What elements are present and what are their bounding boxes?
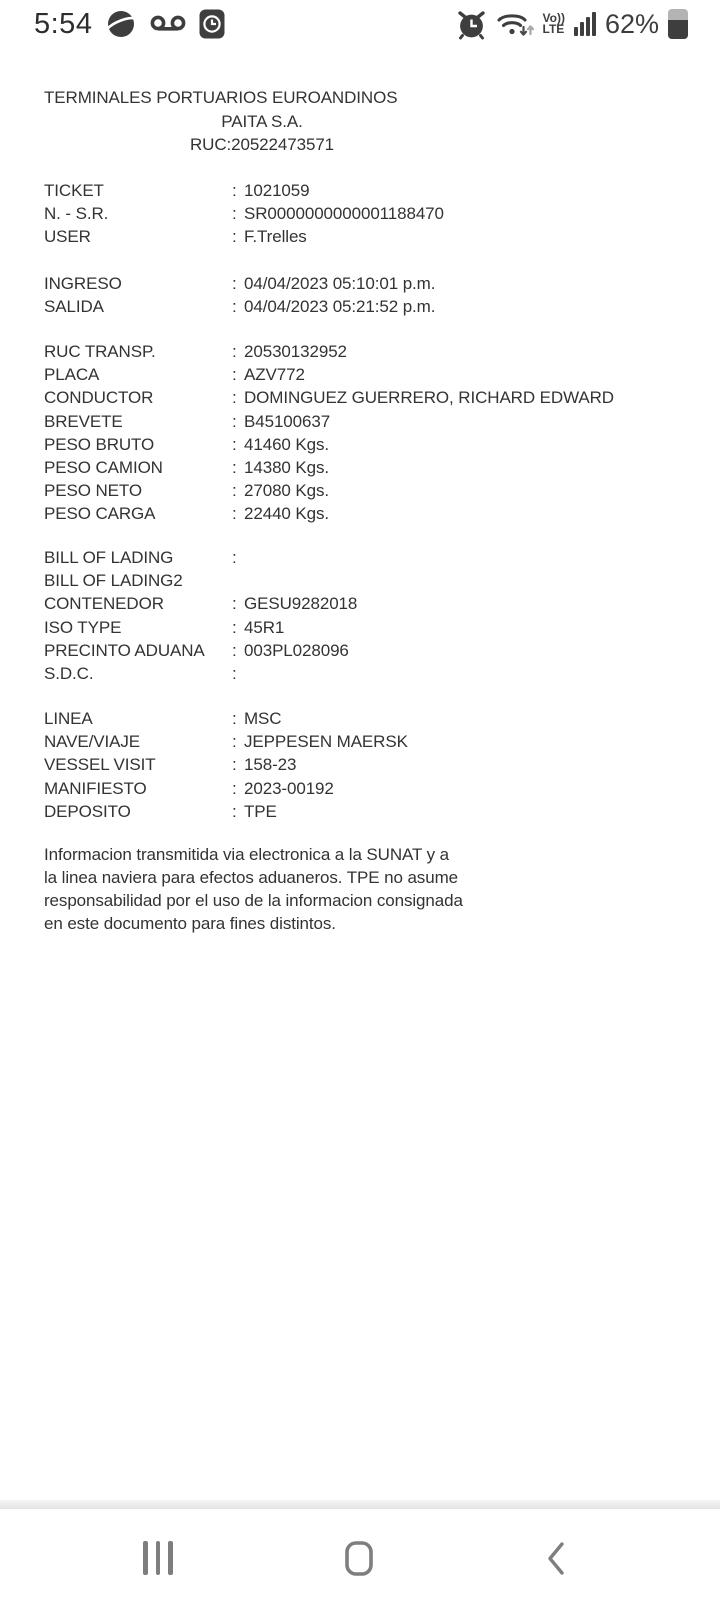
- field-label: LINEA: [44, 709, 93, 728]
- field-colon: :: [232, 617, 237, 637]
- navigation-bar: [0, 1509, 720, 1600]
- company-ruc: RUC:20522473571: [189, 135, 335, 154]
- field-label: PESO BRUTO: [44, 434, 155, 454]
- field-value: 45R1: [244, 617, 285, 637]
- field-label: INGRESO: [44, 274, 122, 293]
- field-row: [44, 592, 690, 615]
- status-time: 5:54: [34, 7, 93, 40]
- field-row: [44, 433, 690, 456]
- field-row: [44, 502, 690, 525]
- field-label: PESO CAMION: [44, 457, 163, 477]
- field-colon: :: [232, 227, 237, 247]
- recents-icon[interactable]: [143, 1541, 173, 1575]
- field-colon: :: [232, 801, 237, 821]
- field-label: TICKET: [44, 181, 104, 200]
- field-colon: :: [232, 640, 237, 660]
- field-value: 41460 Kgs.: [244, 434, 330, 454]
- field-label: MANIFIESTO: [44, 778, 147, 798]
- field-colon: :: [232, 732, 237, 752]
- field-colon: :: [232, 778, 237, 798]
- section-gate-times: [44, 272, 690, 318]
- field-label: BILL OF LADING2: [44, 571, 183, 591]
- field-row: [44, 800, 690, 823]
- field-value: 003PL028096: [244, 640, 349, 660]
- field-label: BILL OF LADING: [44, 548, 174, 567]
- field-colon: :: [232, 504, 237, 524]
- field-label: PESO CARGA: [44, 504, 156, 524]
- field-colon: :: [232, 663, 237, 683]
- field-value: 04/04/2023 05:10:01 p.m.: [244, 274, 436, 293]
- field-label: BREVETE: [44, 411, 123, 431]
- field-colon: :: [232, 411, 237, 431]
- field-label: DEPOSITO: [44, 801, 131, 821]
- footer-line: Informacion transmitida via electronica a la SUNAT y a: [44, 845, 449, 864]
- field-row: [44, 569, 690, 592]
- field-value: MSC: [244, 709, 282, 728]
- field-colon: :: [232, 274, 237, 293]
- wifi-icon: [496, 9, 534, 39]
- field-colon: :: [232, 388, 237, 408]
- section-ticket-info: [44, 179, 690, 249]
- field-value: GESU9282018: [244, 594, 358, 614]
- field-value: F.Trelles: [244, 227, 307, 247]
- field-colon: :: [232, 181, 237, 200]
- alarm-icon: [456, 9, 487, 40]
- field-colon: :: [232, 434, 237, 454]
- battery-icon: [668, 9, 688, 39]
- field-value: SR0000000000001188470: [244, 204, 444, 224]
- field-colon: :: [232, 594, 237, 614]
- field-colon: :: [232, 548, 237, 567]
- field-row: [44, 202, 690, 225]
- field-label: RUC TRANSP.: [44, 342, 156, 361]
- field-row: [44, 639, 690, 662]
- field-label: NAVE/VIAJE: [44, 732, 140, 752]
- field-row: [44, 386, 690, 409]
- footer-line: la linea naviera para efectos aduaneros. TPE no asume: [44, 868, 458, 887]
- legal-disclaimer: [44, 843, 514, 935]
- field-colon: :: [232, 297, 237, 317]
- field-row: [44, 616, 690, 639]
- signal-icon: [574, 12, 596, 36]
- back-icon[interactable]: [547, 1541, 565, 1579]
- company-name-2: PAITA S.A.: [221, 111, 303, 131]
- field-value: 20530132952: [244, 342, 347, 361]
- field-row: [44, 272, 690, 295]
- field-row: [44, 340, 690, 363]
- nav-divider: [0, 1500, 720, 1509]
- field-label: CONTENEDOR: [44, 594, 164, 614]
- field-row: [44, 707, 690, 730]
- field-colon: :: [232, 709, 237, 728]
- field-label: VESSEL VISIT: [44, 755, 156, 775]
- voicemail-icon: [150, 14, 186, 34]
- field-row: [44, 479, 690, 502]
- field-row: [44, 753, 690, 776]
- field-row: [44, 456, 690, 479]
- field-value: DOMINGUEZ GUERRERO, RICHARD EDWARD: [244, 388, 614, 408]
- field-label: CONDUCTOR: [44, 388, 154, 408]
- field-value: 2023-00192: [244, 778, 334, 798]
- field-value: 158-23: [244, 755, 297, 775]
- field-row: [44, 730, 690, 753]
- field-value: TPE: [244, 801, 277, 821]
- field-row: [44, 662, 690, 685]
- field-label: USER: [44, 227, 91, 247]
- field-row: [44, 295, 690, 318]
- field-row: [44, 363, 690, 386]
- field-colon: :: [232, 481, 237, 501]
- field-label: PESO NETO: [44, 481, 142, 501]
- field-colon: [232, 569, 244, 592]
- footer-line: responsabilidad por el uso de la informacion consignada: [44, 891, 463, 910]
- field-colon: :: [232, 365, 237, 385]
- field-colon: :: [232, 755, 237, 775]
- field-row: [44, 410, 690, 433]
- clock-app-icon: [199, 9, 225, 39]
- field-label: S.D.C.: [44, 663, 94, 683]
- field-row: [44, 777, 690, 800]
- field-value: 04/04/2023 05:21:52 p.m.: [244, 297, 436, 317]
- field-value: 1021059: [244, 181, 310, 200]
- section-transport: [44, 340, 690, 526]
- field-label: ISO TYPE: [44, 617, 122, 637]
- field-colon: :: [232, 457, 237, 477]
- field-label: N. - S.R.: [44, 204, 109, 224]
- section-vessel: [44, 707, 690, 823]
- field-row: [44, 225, 690, 248]
- field-label: PLACA: [44, 365, 100, 385]
- field-value: 14380 Kgs.: [244, 457, 330, 477]
- home-icon[interactable]: [345, 1541, 373, 1579]
- field-colon: :: [232, 204, 237, 224]
- field-row: [44, 179, 690, 202]
- status-bar: [0, 0, 720, 48]
- field-value: AZV772: [244, 365, 305, 385]
- field-value: JEPPESEN MAERSK: [244, 732, 408, 752]
- footer-line: en este documento para fines distintos.: [44, 914, 336, 933]
- volte-icon: Vo)) LTE: [542, 11, 565, 36]
- field-value: 22440 Kgs.: [244, 504, 330, 524]
- battery-percent: 62%: [604, 8, 659, 39]
- field-label: SALIDA: [44, 297, 104, 317]
- company-name: TERMINALES PORTUARIOS EUROANDINOS: [44, 88, 398, 107]
- browser-icon: [105, 9, 137, 39]
- section-cargo: [44, 546, 690, 685]
- document-header: [44, 86, 480, 157]
- field-colon: :: [232, 342, 237, 361]
- field-row: [44, 546, 690, 569]
- field-value: B45100637: [244, 411, 331, 431]
- field-label: PRECINTO ADUANA: [44, 640, 205, 660]
- field-value: 27080 Kgs.: [244, 481, 330, 501]
